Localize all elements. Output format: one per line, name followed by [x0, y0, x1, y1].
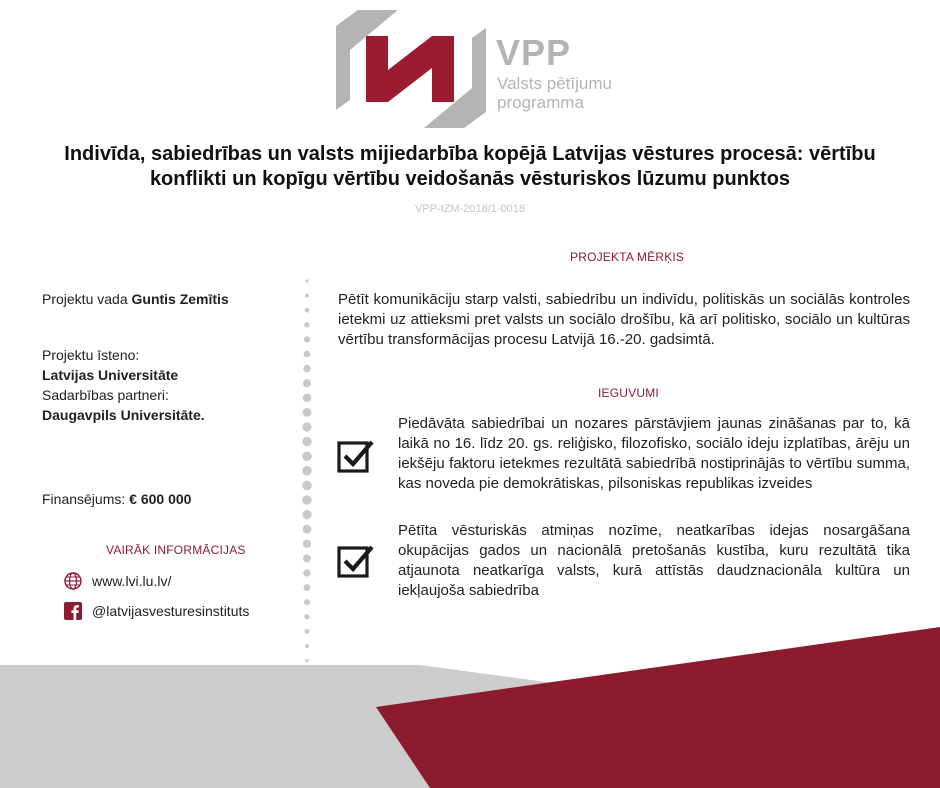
- divider-dot: [305, 308, 310, 313]
- project-details: [42, 289, 229, 509]
- funding-value: € 600 000: [129, 491, 192, 507]
- result-item-1: Piedāvāta sabiedrībai un nozares pārstāvjiem jaunas zināšanas par to, kā laikā no 16. līdz 20. gs. reliģisko, filozofisko, sociālo ideju izplatības, ārēju un iekšēju faktoru ietekmes rezultātā sabiedrībā nostiprinājās to vērtību summa, kas noveda pie demokrātiskas, pilsoniskas republikas izveides: [398, 415, 910, 492]
- facebook-handle: @latvijasvesturesinstituts: [92, 603, 250, 619]
- partners-label: Sadarbības partneri:: [42, 387, 169, 403]
- divider-dot: [302, 466, 312, 476]
- divider-dot: [305, 644, 309, 648]
- divider-dot: [302, 437, 311, 446]
- implementer-label: Projektu īsteno:: [42, 347, 140, 363]
- divider-dot: [303, 554, 311, 562]
- more-info-heading: VAIRĀK INFORMĀCIJAS: [106, 543, 246, 557]
- website-url: www.lvi.lu.lv/: [92, 573, 172, 589]
- dotted-divider: [302, 277, 312, 672]
- divider-dot: [302, 451, 312, 461]
- divider-dot: [305, 659, 308, 662]
- gray-triangle-shape: [0, 665, 940, 788]
- website-link[interactable]: [64, 572, 171, 590]
- divider-dot: [303, 379, 311, 387]
- divider-dot: [303, 569, 310, 576]
- checkbox-icon: [336, 541, 376, 581]
- divider-dot: [303, 365, 310, 372]
- goal-text: Pētīt komunikāciju starp valsti, sabiedrību un indivīdu, politiskās un sociālās kontroles ietekmi uz attieksmi pret valsts un sociālo drošību, kā arī politisko, sociālo un kultūras vērtību transformācijas procesu Latvijā 16.-20. gadsimtā.: [338, 291, 910, 348]
- logo-name: VPP: [496, 32, 572, 73]
- project-code: VPP-IZM-2018/1-0018: [414, 203, 526, 215]
- globe-icon: [64, 572, 82, 590]
- divider-dot: [303, 540, 311, 548]
- facebook-link[interactable]: [64, 602, 249, 620]
- funding: [42, 489, 229, 509]
- divider-dot: [303, 408, 312, 417]
- logo-subtitle-line1: Valsts pētījumu: [497, 74, 612, 93]
- divider-dot: [305, 279, 308, 282]
- lead-name: Guntis Zemītis: [131, 291, 229, 307]
- partner-name: Daugavpils Universitāte.: [42, 407, 205, 423]
- divider-dot: [302, 422, 311, 431]
- divider-dot: [304, 322, 309, 327]
- lead-label: Projektu vada: [42, 291, 132, 307]
- divider-dot: [304, 599, 310, 605]
- divider-dot: [305, 629, 310, 634]
- project-title: [40, 142, 900, 192]
- result-item-2: Pētīta vēsturiskās atmiņas nozīme, neatkarības idejas nosargāšana okupācijas gados un nacionālā pretošanās kustība, kuru rezultātā tika atjaunota neatkarīga valsts, kurā attīstās daudznacionāla kultūra un iekļaujoša sabiedrība: [398, 522, 910, 599]
- title-line2: konflikti un kopīgu vērtību veidošanās vēsturiskos lūzumu punktos: [149, 168, 791, 190]
- results-heading: IEGUVUMI: [598, 386, 659, 400]
- divider-dot: [302, 510, 311, 519]
- divider-dot: [303, 394, 311, 402]
- divider-dot: [304, 336, 310, 342]
- divider-dot: [302, 495, 311, 504]
- facebook-icon: [64, 602, 82, 620]
- vpp-logo: [336, 10, 616, 128]
- vpp-logo-mark: [336, 10, 486, 128]
- divider-dot: [304, 351, 311, 358]
- project-lead: [42, 289, 229, 309]
- divider-dot: [304, 614, 309, 619]
- logo-subtitle-line2: programma: [497, 93, 584, 112]
- goal-heading: PROJEKTA MĒRĶIS: [570, 250, 685, 264]
- divider-dot: [305, 294, 309, 298]
- divider-dot: [302, 481, 312, 491]
- checkbox-icon: [336, 436, 376, 476]
- logo-subtitle: [497, 74, 612, 112]
- divider-dot: [303, 525, 312, 534]
- red-triangle-shape: [376, 627, 940, 788]
- divider-dot: [304, 584, 311, 591]
- funding-label: Finansējums:: [42, 491, 130, 507]
- title-line1: Indivīda, sabiedrības un valsts mijiedarbība kopējā Latvijas vēstures procesā: vērtību: [64, 143, 876, 165]
- implementer-name: Latvijas Universitāte: [42, 367, 179, 383]
